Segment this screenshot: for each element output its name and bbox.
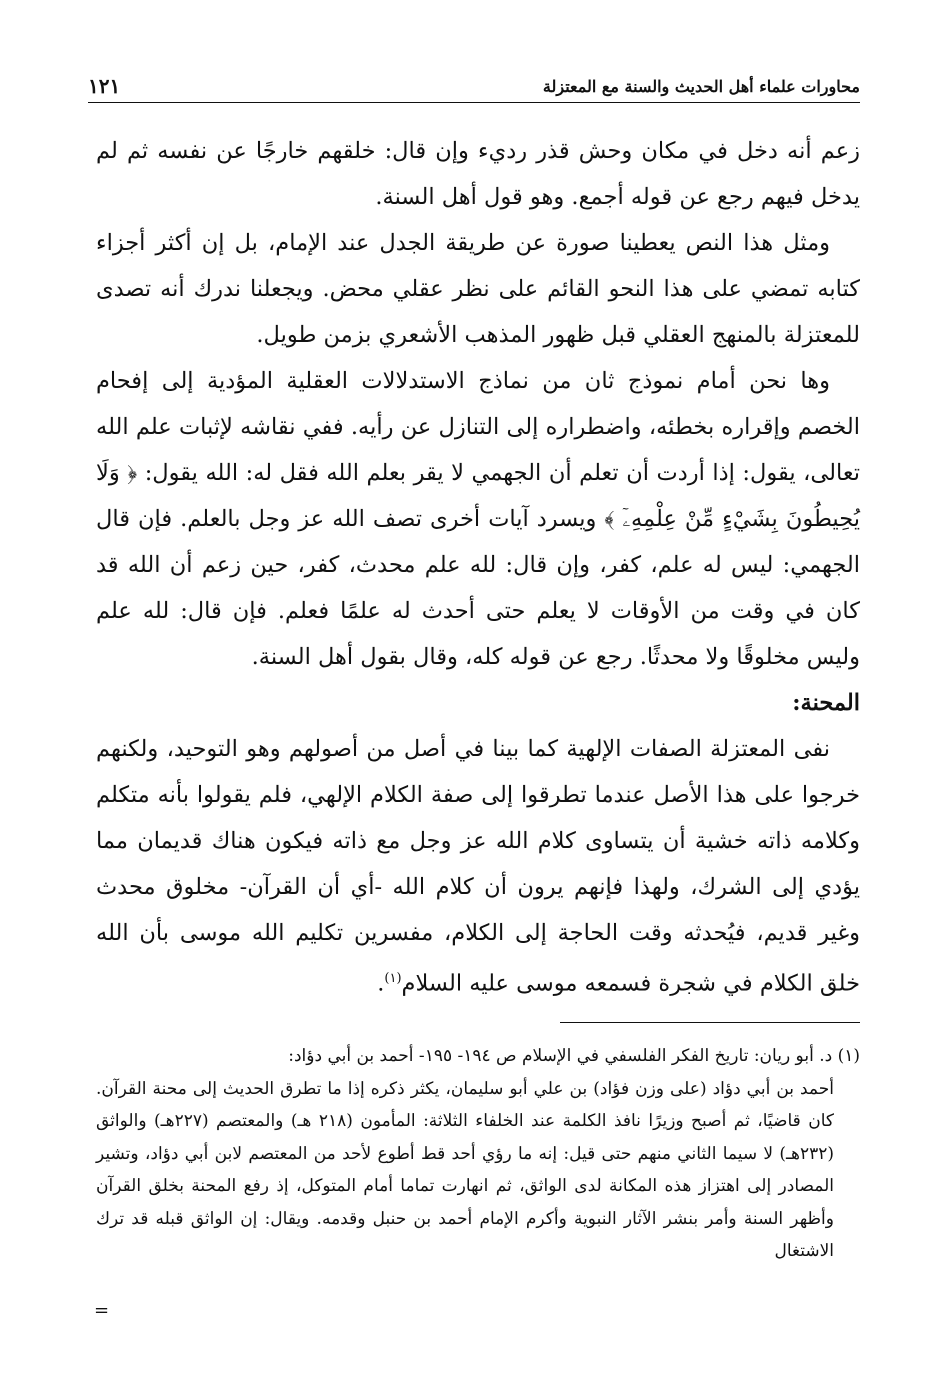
paragraph-4 — [96, 726, 860, 1007]
footnote-reference: (١) — [384, 971, 402, 986]
footnote-separator — [560, 1022, 860, 1023]
footnote-body: أحمد بن أبي دؤاد (على وزن فؤاد) بن علي أبو سليمان، يكثر ذكره إذا ما تطرق الحديث إلى محنة القرآن. كان قاضيًا، ثم أصبح وزيرًا نافذ الكلمة عند الخلفاء الثلاثة: المأمون (٢١٨ هـ) والمعتصم (٢٢٧هـ) والواثق (٢٣٢هـ) لا سيما الثاني منهم حتى قيل: إنه ما رؤي أحد قط أطوع لأحد من المعتصم لابن أبي دؤاد، وتشير المصادر إلى اهتزاز هذه المكانة لدى الواثق، ثم انهارت تماما أمام المتوكل، إذ رفع المحنة بخلق القرآن وأظهر السنة وأمر بنشر الآثار النبوية وأكرم الإمام أحمد بن حنبل وقدمه. ويقال: إن الواثق قبله قد ترك الاشتغال — [96, 1078, 835, 1261]
paragraph-1: زعم أنه دخل في مكان وحش قذر رديء وإن قال: خلقهم خارجًا عن نفسه ثم لم يدخل فيهم رجع عن قوله أجمع. وهو قول أهل السنة. — [96, 138, 860, 210]
section-heading: المحنة: — [792, 690, 860, 716]
paragraph-4-end: . — [377, 970, 385, 997]
paragraph-2: ومثل هذا النص يعطينا صورة عن طريقة الجدل عند الإمام، بل إن أكثر أجزاء كتابه تمضي على هذا النحو القائم على نظر عقلي محض. ويجعلنا ندرك أنه تصدى للمعتزلة بالمنهج العقلي قبل ظهور المذهب الأشعري بزمن طويل. — [96, 230, 860, 348]
continuation-mark: = — [94, 1300, 110, 1321]
paragraph-3: وها نحن أمام نموذج ثان من نماذج الاستدلالات العقلية المؤدية إلى إفحام الخصم وإقراره بخطئه، واضطراره إلى التنازل عن رأيه. ففي نقاشه لإثبات علم الله تعالى، يقول: إذا أردت أن تعلم أن الجهمي لا يقر بعلم الله فقل له: الله يقول: ﴿ وَلَا يُحِيطُونَ بِشَيْءٍ مِّنْ عِلْمِهِۦٓ ﴾ ويسرد آيات أخرى تصف الله عز وجل بالعلم. فإن قال الجهمي: ليس له علم، كفر، وإن قال: لله علم محدث، كفر، حين زعم أن الله قد كان في وقت من الأوقات لا يعلم حتى أحدث له علمًا فعلم. فإن قال: لله علم وليس مخلوقًا ولا محدثًا. رجع عن قوله كله، وقال بقول أهل السنة. — [96, 368, 860, 670]
page-number: ١٢١ — [88, 74, 121, 98]
running-title: محاورات علماء أهل الحديث والسنة مع المعتزلة — [542, 77, 860, 96]
paragraph-4-text: نفى المعتزلة الصفات الإلهية كما بينا في أصل من أصولهم وهو التوحيد، ولكنهم خرجوا على هذا الأصل عندما تطرقوا إلى صفة الكلام الإلهي، فلم يقولوا بأنه متكلم وكلامه ذاته خشية أن يتساوى كلام الله عز وجل مع ذاته فيكون هناك قديمان مما يؤدي إلى الشرك، ولهذا فإنهم يرون أن كلام الله -أي أن القرآن- مخلوق محدث وغير قديم، فيُحدثه وقت الحاجة إلى الكلام، مفسرين تكليم الله موسى بأن الله خلق الكلام في شجرة فسمعه موسى عليه السلام — [96, 736, 860, 997]
footnote — [96, 1040, 860, 1268]
running-header — [88, 68, 860, 103]
main-text — [96, 128, 860, 1007]
footnote-line-1: (١) د. أبو ريان: تاريخ الفكر الفلسفي في الإسلام ص ١٩٤- ١٩٥- أحمد بن أبي دؤاد: — [288, 1046, 860, 1066]
